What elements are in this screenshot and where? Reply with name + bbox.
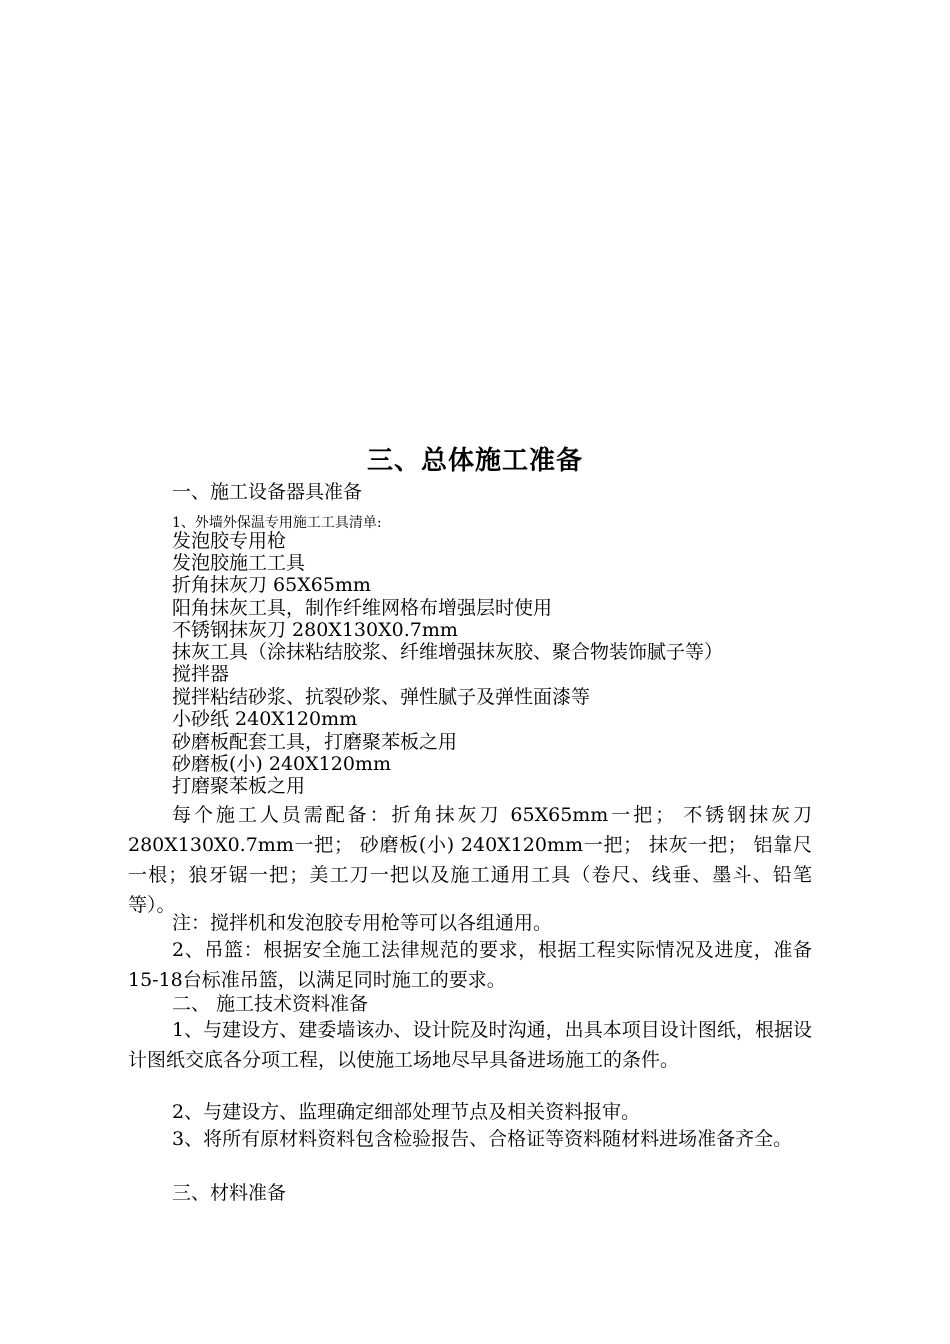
tool-item: 发泡胶施工工具 [172, 552, 306, 574]
tech-docs-paragraph-3: 3、将所有原材料资料包含检验报告、合格证等资料随材料进场准备齐全。 [172, 1128, 793, 1150]
section-heading-materials: 三、材料准备 [172, 1182, 287, 1204]
hanging-basket-paragraph: 2、吊篮：根据安全施工法律规范的要求，根据工程实际情况及进度，准备15-18台标准吊篮，以满足同时施工的要求。 [128, 939, 812, 991]
tool-item: 打磨聚苯板之用 [172, 775, 306, 797]
tool-item: 阳角抹灰工具，制作纤维网格布增强层时使用 [172, 597, 553, 619]
tool-list-heading: 1、外墙外保温专用施工工具清单: [172, 515, 382, 531]
note-paragraph: 注：搅拌机和发泡胶专用枪等可以各组通用。 [172, 912, 553, 934]
tech-docs-paragraph-1: 1、与建设方、建委墙该办、设计院及时沟通，出具本项目设计图纸，根据设计图纸交底各分项工程，以使施工场地尽早具备进场施工的条件。 [128, 1019, 812, 1071]
tool-item: 砂磨板配套工具，打磨聚苯板之用 [172, 731, 458, 753]
tool-item: 小砂纸 240X120mm [172, 708, 358, 730]
tool-item: 搅拌器 [172, 663, 230, 685]
tech-docs-paragraph-2: 2、与建设方、监理确定细部处理节点及相关资料报审。 [172, 1101, 641, 1123]
tool-item: 抹灰工具（涂抹粘结胶浆、纤维增强抹灰胶、聚合物装饰腻子等） [172, 641, 724, 663]
page-title: 三、总体施工准备 [366, 446, 583, 476]
worker-equipment-paragraph: 每个施工人员需配备：折角抹灰刀 65X65mm一把； 不锈钢抹灰刀280X130X0.7mm一把； 砂磨板(小) 240X120mm一把； 抹灰一把； 铝靠尺一根；狼牙锯一把；美工刀一把以及施工通用工具（卷尺、线垂、墨斗、铅笔等）。 [128, 804, 812, 916]
tool-item: 折角抹灰刀 65X65mm [172, 574, 371, 596]
tool-item: 不锈钢抹灰刀 280X130X0.7mm [172, 619, 458, 641]
section-heading-tech-docs: 二、 施工技术资料准备 [172, 993, 369, 1015]
tool-item: 发泡胶专用枪 [172, 530, 287, 552]
tool-item: 搅拌粘结砂浆、抗裂砂浆、弹性腻子及弹性面漆等 [172, 686, 591, 708]
tool-item: 砂磨板(小) 240X120mm [172, 753, 391, 775]
section-heading-equipment: 一、施工设备器具准备 [172, 481, 363, 503]
